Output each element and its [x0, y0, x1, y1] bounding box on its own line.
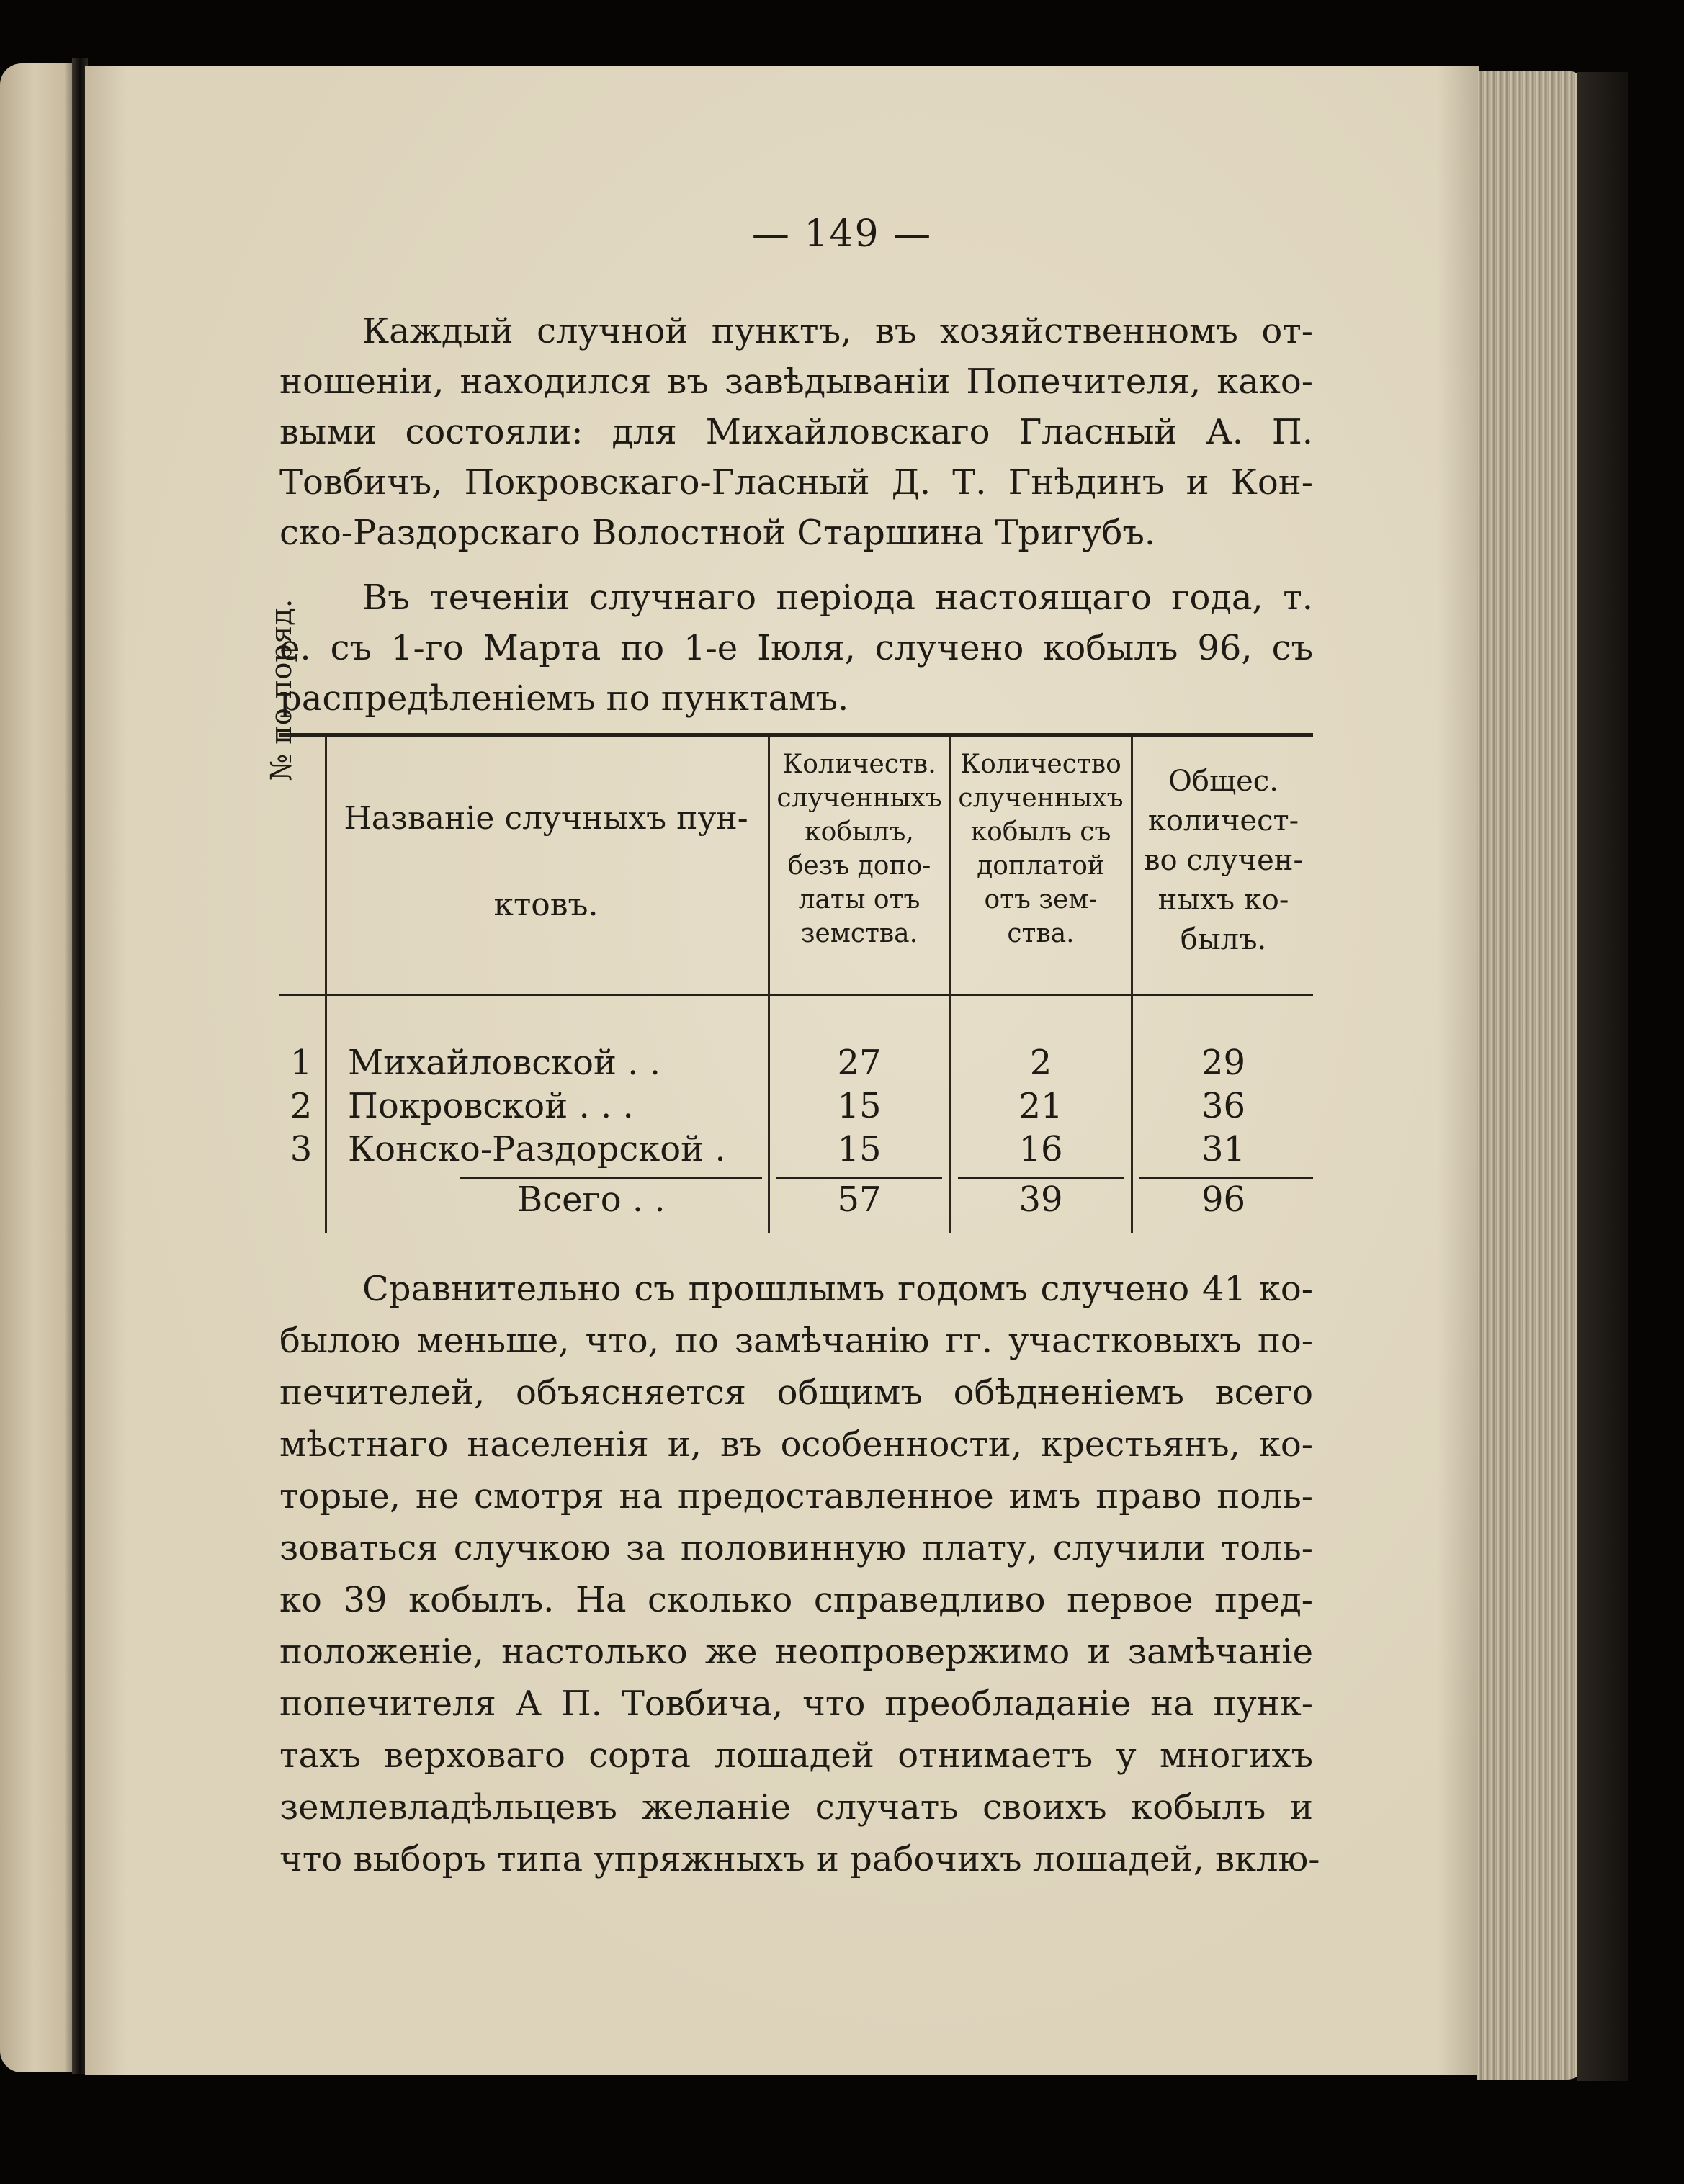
total-with-surcharge: 39 — [1018, 1179, 1063, 1220]
header-col2-line: ства. — [1007, 919, 1075, 948]
header-col1-line: Количеств. — [782, 750, 936, 779]
header-number: № по поряд. — [265, 598, 298, 781]
header-col1-line: земства. — [800, 919, 918, 948]
text-line: торые, не смотря на предоставленное имъ право поль- — [279, 1476, 1313, 1516]
text-line: е. съ 1-го Марта по 1-е Іюля, случено кобылъ 96, съ — [279, 628, 1313, 668]
text-line: землевладѣльцевъ желаніе случать своихъ кобылъ и — [279, 1787, 1313, 1828]
header-col2-line: Количество — [960, 750, 1121, 779]
text-line: Сравнительно съ прошлымъ годомъ случено 41 ко- — [362, 1269, 1313, 1309]
text-line: ношеніи, находился въ завѣдываніи Попечителя, како- — [279, 361, 1313, 402]
header-col2 — [952, 747, 1129, 951]
header-col1 — [771, 747, 948, 951]
text-line: печителей, объясняется общимъ обѣдненіемъ всего — [279, 1372, 1313, 1413]
text-line: былою меньше, что, по замѣчанію гг. участковыхъ по- — [279, 1321, 1313, 1361]
header-col2-line: слученныхъ — [958, 783, 1124, 813]
text-line: Въ теченіи случнаго періода настоящаго года, т. — [362, 578, 1313, 618]
mares-total: 36 — [1201, 1086, 1246, 1126]
page-number: — 149 — — [751, 212, 933, 256]
text-line: что выборъ типа упряжныхъ и рабочихъ лошадей, вклю- — [279, 1839, 1320, 1879]
text-line: положеніе, настолько же неопровержимо и замѣчаніе — [279, 1632, 1313, 1672]
mares-total: 31 — [1201, 1129, 1246, 1169]
mares-without-surcharge: 15 — [837, 1086, 882, 1126]
totals-label: Всего . . — [517, 1179, 666, 1220]
header-col2-line: отъ зем- — [984, 885, 1098, 915]
header-col2-line: доплатой — [977, 851, 1105, 881]
row-number: 3 — [290, 1129, 313, 1169]
text-line: ко 39 кобылъ. На сколько справедливо первое пред- — [279, 1580, 1313, 1620]
header-col1-line: латы отъ — [798, 885, 921, 915]
text-line: Каждый случной пунктъ, въ хозяйственномъ от- — [362, 311, 1313, 351]
text-line: зоваться случкою за половинную плату, случили толь- — [279, 1528, 1313, 1568]
header-col2-line: кобылъ съ — [970, 817, 1111, 847]
text-line: Товбичъ, Покровскаго-Гласный Д. Т. Гнѣдинъ и Кон- — [279, 462, 1313, 503]
row-number: 1 — [290, 1043, 313, 1083]
book-cover — [1577, 72, 1628, 2081]
text-line: распредѣленіемъ по пунктамъ. — [279, 678, 849, 719]
column-divider — [1131, 737, 1133, 1233]
point-name: Конско-Раздорской . — [348, 1129, 726, 1169]
point-name: Михайловской . . — [348, 1043, 661, 1083]
grand-total: 96 — [1201, 1179, 1246, 1220]
header-col3 — [1134, 762, 1313, 960]
table-top-rule — [279, 733, 1313, 737]
header-col3-line: ныхъ ко- — [1157, 884, 1289, 917]
point-name: Покровской . . . — [348, 1086, 634, 1126]
mares-with-surcharge: 16 — [1018, 1129, 1063, 1169]
mares-with-surcharge: 21 — [1018, 1086, 1063, 1126]
header-col3-line: количест- — [1147, 804, 1299, 837]
header-name-line2: ктовъ. — [493, 886, 599, 923]
total-without-surcharge: 57 — [837, 1179, 882, 1220]
text-line: мѣстнаго населенія и, въ особенности, крестьянъ, ко- — [279, 1424, 1313, 1465]
header-bottom-rule — [279, 994, 1313, 996]
mares-total: 29 — [1201, 1043, 1246, 1083]
header-name-line1: Названіе случныхъ пун- — [344, 800, 748, 837]
page-edges — [1477, 71, 1585, 2080]
header-col3-line: во случен- — [1144, 844, 1303, 877]
text-line: тахъ верховаго сорта лошадей отнимаетъ у многихъ — [279, 1735, 1313, 1776]
mares-with-surcharge: 2 — [1029, 1043, 1052, 1083]
text-line: ско-Раздорскаго Волостной Старшина Тригубъ. — [279, 513, 1156, 553]
header-col1-line: кобылъ, — [805, 817, 914, 847]
mares-without-surcharge: 15 — [837, 1129, 882, 1169]
column-divider — [325, 737, 327, 1233]
header-col3-line: былъ. — [1180, 923, 1267, 956]
header-col1-line: слученныхъ — [776, 783, 942, 813]
column-divider — [768, 737, 770, 1233]
left-page-edge — [0, 63, 76, 2072]
text-line: выми состояли: для Михайловскаго Гласный А. П. — [279, 412, 1313, 452]
column-divider — [949, 737, 951, 1233]
header-col1-line: безъ допо- — [787, 851, 931, 881]
header-col3-line: Общес. — [1168, 765, 1278, 798]
row-number: 2 — [290, 1086, 313, 1126]
mares-without-surcharge: 27 — [837, 1043, 882, 1083]
text-line: попечителя А П. Товбича, что преобладаніе на пунк- — [279, 1684, 1313, 1724]
